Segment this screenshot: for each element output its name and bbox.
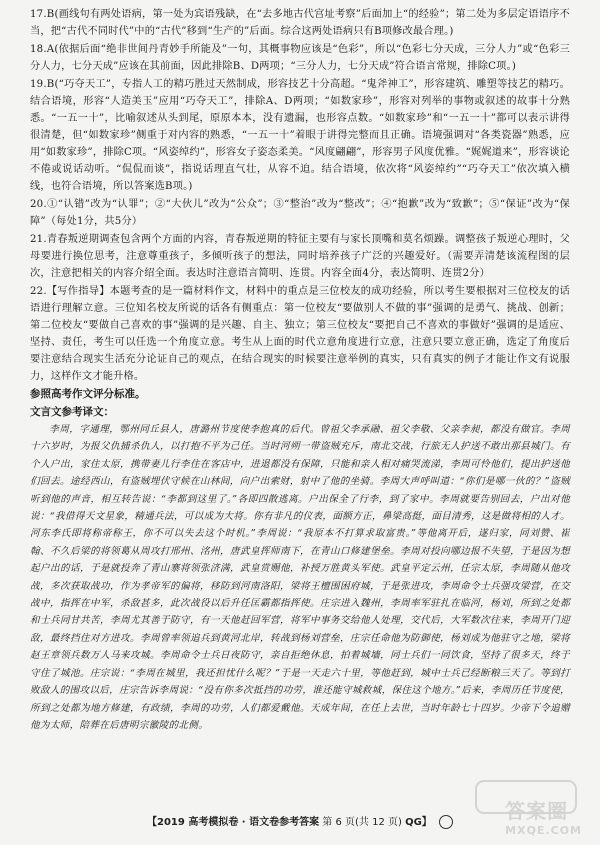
footer-page-number: 第 6 页(共 12 页) — [322, 817, 402, 828]
watermark-url: MXQE.COM — [505, 824, 582, 837]
reference-scoring-heading: 参照高考作文评分标准。 — [30, 388, 146, 400]
footer-code: QG】 — [405, 817, 432, 828]
answer-22: 22.【写作指导】本题考查的是一篇材料作文，材料中的重点是三位校友的成功经验，所以考生要根据对三位校友的话语进行理解立意。三位知名校友所说的话各有侧重点：第一位校友“要做别人不做的事”强调的是勇气、挑战、创新；第二位校友“要做自己喜欢的事”强调的是兴趣、自主、独立；第三位校友“要把自己不喜欢的事做好”强调的是适应、坚持、责任，考生可以任选一个角度立意。考生从上面的时代立意角度进行立意，注意只要立意正确，选定了角度后要注意结合现实生活充分论证自己的观点，在结合现实的时候要注意举例的真实，只有真实的例子才能让作文有说服力，这样作文才能升格。 — [30, 286, 570, 382]
answer-list — [30, 6, 570, 385]
watermark-text — [505, 795, 582, 837]
footer-brand: 【2019 高考模拟卷 · 语文卷参考答案 — [147, 817, 320, 828]
watermark-main-text: 答案圈 — [505, 799, 569, 823]
translation-body — [30, 421, 570, 734]
answer-18: 18.A(依据后面“绝非世间丹青妙手所能及”一句，其概事物应该是“色彩”，所以“色彩七分天成，三分人力”或“色彩三分人力，七分天成”应该在其前面，因此排除B、D两项；“三分人力，七分天成”符合语言常规，排除C项。) — [30, 44, 570, 72]
translation-heading: 文言文参考译文： — [30, 406, 114, 418]
answer-17: 17.B(画线句有两处语病，第一处为宾语残缺，在“去多地古代宫址考察”后面加上“的经验”；第二处为多层定语语序不当，把“古代不同时代”中的“古代”移到“生产的”后面。综合这两处语病只有B项修改最合理。) — [30, 9, 570, 37]
answer-21: 21.青春叛逆期调查包含两个方面的内容，青春叛逆期的特征主要有与家长顶嘴和莫名烦躁。调整孩子叛逆心理时，父母要进行换位思考，注意尊重孩子，多倾听孩子的想法，同时培养孩子广泛的兴趣爱好。（需要弄清楚该流程图的层次，注意把相关的内容介绍全面。表达时注意语言简明、连贯。内容全面4分，表达简明、连贯2分） — [30, 234, 570, 279]
page-marker-icon — [439, 815, 453, 829]
answer-19: 19.B(“巧夺天工”，专指人工的精巧胜过天然制成，形容技艺十分高超。“鬼斧神工”，形容建筑、雕塑等技艺的精巧。结合语境，形容“人造美玉”应用“巧夺天工”，排除A、D两项；“如数家珍”，形容对列举的事物或叙述的故事十分熟悉。“一五一十”，比喻叙述从头到尾，原原本本，没有遗漏，也形容点数。“如数家珍”和“一五一十”都可以表示讲得很清楚，但“如数家珍”侧重于对内容的熟悉，“一五一十”着眼于讲得完整而且正确。语境强调对“各类瓷器”熟悉，应用“如数家珍”，排除C项。“风姿绰约”，形容女子姿态柔美。“风度翩翩”，形容男子风度优雅。“娓娓道来”，形容谈论不倦或说话动听。“侃侃而谈”，指说话理直气壮，从容不迫。结合语境，依次将“风姿绰约”“巧夺天工”依次填入横线，也符合语境，所以答案选B项。) — [30, 79, 570, 192]
answer-20: 20.①“认错”改为“认罪”；②“大伙儿”改为“公众”；③“整治”改为“整改”；④“抱歉”改为“致歉”；⑤“保证”改为“保障”（每处1分，共5分） — [30, 199, 570, 227]
watermark-logo — [472, 777, 582, 837]
translation-paragraph: 李周，字通理，鄂州同丘县人，唐潞州节度使李抱真的后代。曾祖父李承融、祖父李敬、父亲李昶，都没有做官。李周十六岁时，为报父仇捕杀仇人，以打抱不平为己任。当时河朔一带盗贼充斥，南北交战，行旅无人护送不敢出那县城门。有个人户出，家住太原，携带妻儿行李住在客店中，进退都没有保障，只能和亲人相对痛哭流涕，李周可怜他们，提出护送他们回去。途经西山，有盗贼埋伏守候在山林间，向户出索财，射中了他的坐骑。李周大声呼叫道：“你们是哪一伙的？”盗贼听到他的声音，相互转告说：“李都到这里了。”各即四散逃离。户出保全了行李，到了家中。李周就要告别回去，户出对他说：“我借得天文星象，精通兵法，可以成为大将。你有非凡的仪表，面额方正，鼻梁高挺，面目清秀，这是做将相的人才。河东李氏即将称帝称王，你不可以失去这个时机。”李周说：“我原本不打算求取富贵。”等他离开后，遂归家，同刘赞、崔翰、不久后梁的将领葛从周攻打邢州、洺州，唐武皇挥师南下，在青山口修建堡垒。李周对投向哪边报不失望，于是因为想起户出的话，于是就投奔了青山寨将领张济满，武皇赏赐他，补授万胜黄头军使。武皇平定云州，任宗太原，李周随从他攻战，多次获取战功，作为孝帝军的偏将，移防到河南洛阳，梁将王檀围困府城，于是张进攻，李周命令士兵强攻梁营，在交战中，指挥在中军，杀敌甚多，此次战役以后升任匡霸都指挥使。庄宗进入魏州，李周率军驻扎在临河，杨刘，所到之处都和士兵同甘共苦，李周尤其善于防守，有一天他赶回军营，将军中事务交给他人处理，交代后，大军数次往来，李周开门迎敌，最终挡住对方进攻。李周曾率领追兵到黄河北岸，转战到杨刘营垒，庄宗任命他为防御使，杨刘成为他驻守之地，梁将赵王章领兵数万人马来攻城。李周命令士兵日夜防守，亲自拒绝休息，拍着城墙，同士兵们一同饮食，坚持了很多天，终于守住了城池。庄宗说：“李周在城里，我还担忧什么呢？”于是一天走六十里，等他赶到，城中士兵已经断粮三天了。等到打败敌人的围攻以后，庄宗告诉李周说：“没有你多次抵挡的功劳，谁还能守城救城，保住这个地方。”后来，李周历任节度使，所到之处都为地方修建，有政绩，李周的功劳，人们都爱戴他。天成年间，在任上去世，当时年龄七十四岁。少帝下令追赠他为太师，陪葬在后唐明宗徽陵的北侧。 — [30, 424, 570, 731]
